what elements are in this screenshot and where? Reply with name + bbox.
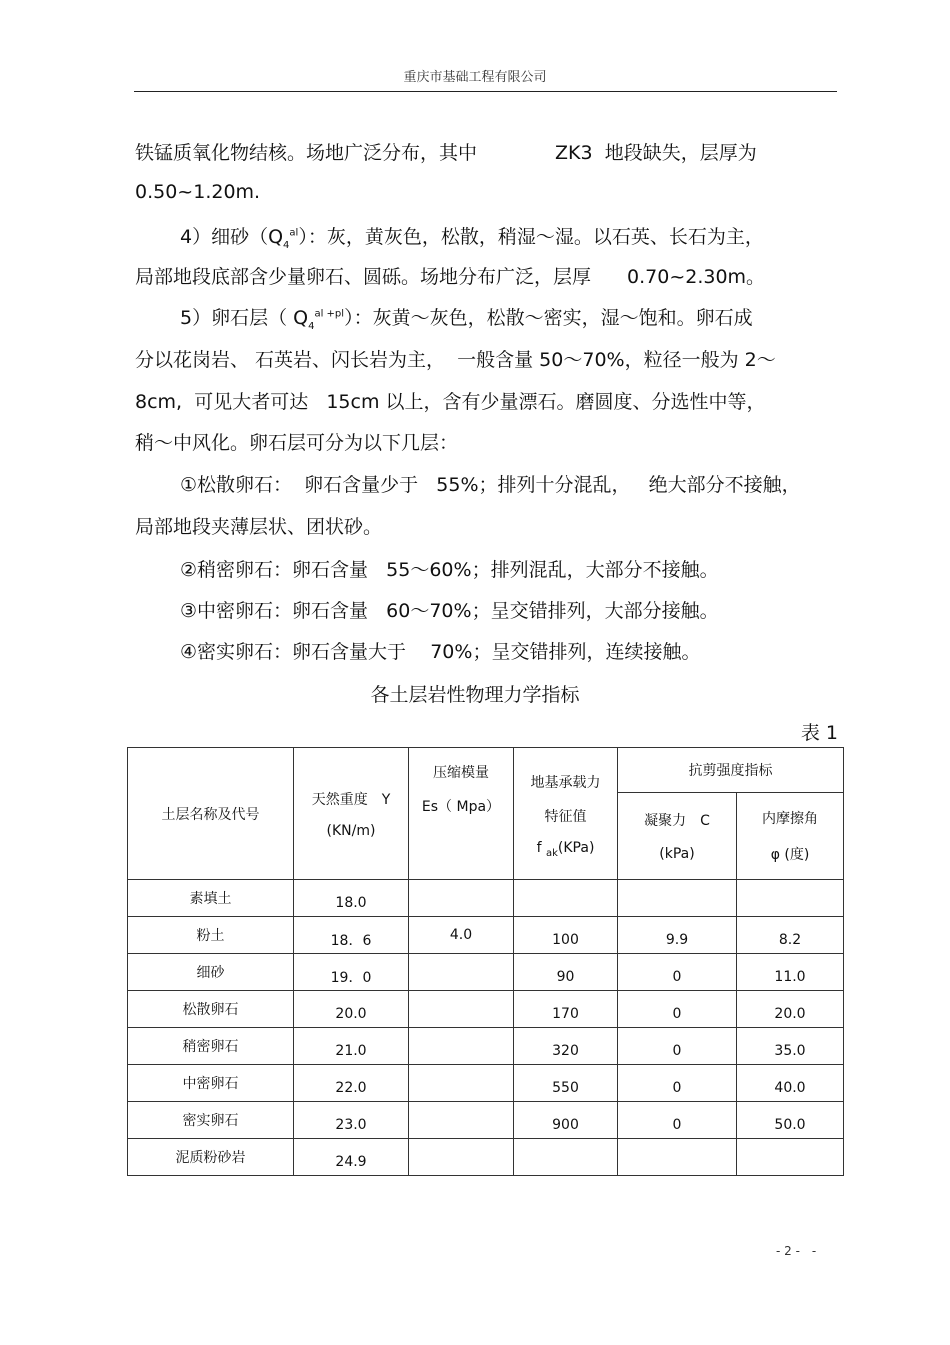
paragraph-line: 0.50~1.20m. [135, 181, 261, 203]
cell-name: 细砂 [128, 954, 294, 991]
text: 70%；呈交错排列，连续接触。 [430, 641, 701, 663]
value: 24.9 [335, 1154, 367, 1170]
value: 170 [552, 1006, 579, 1022]
paragraph-line [135, 387, 766, 414]
paragraph-line [135, 262, 765, 289]
cell-density [294, 880, 409, 917]
page-header: 重庆市基础工程有限公司 [403, 70, 547, 85]
cell-density [294, 1139, 409, 1176]
cell-modulus [409, 1102, 514, 1139]
subscript: 4 [283, 239, 290, 251]
text: 卵石含量少于 [304, 474, 419, 496]
value: 0 [672, 969, 682, 985]
text: 局部地段底部含少量卵石、圆砾。场地分布广泛，层厚 [135, 266, 592, 288]
value: 11.0 [774, 969, 806, 985]
cell-modulus [409, 1065, 514, 1102]
header-text: 压缩模量 [433, 765, 489, 781]
paragraph-line [180, 470, 801, 497]
cell-bearing [514, 1102, 618, 1139]
text: 15cm 以上，含有少量漂石。磨圆度、分选性中等， [326, 391, 766, 413]
text: 分以花岗岩、 石英岩、闪长岩为主， [135, 349, 446, 371]
value: 0 [672, 1006, 682, 1022]
value: 0 [672, 1080, 682, 1096]
table-row [128, 954, 844, 991]
text: 60～70%；呈交错排列，大部分接触。 [386, 600, 719, 622]
header-text: (KN/m) [326, 822, 376, 839]
cell-density [294, 1028, 409, 1065]
value: 18.0 [335, 895, 367, 911]
paragraph-line [180, 222, 764, 249]
cell-cohesion [618, 954, 737, 991]
value: 50.0 [774, 1117, 806, 1133]
table-row [128, 1028, 844, 1065]
value: 550 [552, 1080, 579, 1096]
header-text: 凝聚力 C [644, 813, 710, 829]
text: 铁锰质氧化物结核。场地广泛分布，其中 [135, 142, 478, 164]
cell-bearing [514, 917, 618, 954]
table-title: 各土层岩性物理力学指标 [370, 684, 580, 706]
cell-cohesion [618, 917, 737, 954]
text: 绝大部分不接触， [648, 474, 801, 496]
cell-bearing [514, 991, 618, 1028]
value: 35.0 [774, 1043, 806, 1059]
value: 20.0 [335, 1006, 367, 1022]
value: 320 [552, 1043, 579, 1059]
table-row [128, 1102, 844, 1139]
header-divider [134, 91, 837, 92]
table-row [128, 880, 844, 917]
paragraph-line [180, 637, 700, 664]
text: f [536, 839, 542, 856]
table-row [128, 1139, 844, 1176]
header-text: 内摩擦角 [762, 811, 818, 827]
cell-friction [737, 1065, 844, 1102]
paragraph-line: 稍～中风化。卵石层可分为以下几层： [135, 432, 459, 454]
cell-bearing [514, 1028, 618, 1065]
header-shear: 抗剪强度指标 [618, 748, 844, 793]
value: 8.2 [778, 932, 802, 948]
text: ③中密卵石：卵石含量 [180, 600, 369, 622]
cell-name: 中密卵石 [128, 1065, 294, 1102]
value: 0 [672, 1043, 682, 1059]
cell-bearing [514, 880, 618, 917]
page-number: - 2 - - [776, 1244, 817, 1258]
cell-density [294, 954, 409, 991]
cell-friction [737, 954, 844, 991]
cell-density [294, 1102, 409, 1139]
header-bearing [514, 748, 618, 880]
paragraph-line [180, 555, 719, 582]
header-cohesion [618, 793, 737, 880]
cell-bearing [514, 1139, 618, 1176]
text: ）：灰黄～灰色，松散～密实，湿～饱和。卵石成 [344, 307, 753, 329]
superscript: al [289, 227, 299, 239]
text: ZK3 [555, 142, 593, 164]
value: 22.0 [335, 1080, 367, 1096]
header-text [514, 839, 617, 859]
text: ①松散卵石： [180, 474, 293, 496]
cell-cohesion [618, 1102, 737, 1139]
cell-bearing [514, 1065, 618, 1102]
subscript: 4 [308, 320, 315, 332]
cell-density [294, 991, 409, 1028]
cell-cohesion [618, 1065, 737, 1102]
paragraph-line [180, 596, 719, 623]
header-text: 地基承载力 [530, 774, 601, 791]
paragraph-line [135, 138, 757, 165]
value: 20.0 [774, 1006, 806, 1022]
paragraph-line [180, 303, 753, 330]
value: 100 [552, 932, 579, 948]
text: 5）卵石层（ Q [180, 307, 309, 329]
cell-modulus [409, 1139, 514, 1176]
text: ④密实卵石：卵石含量大于 [180, 641, 407, 663]
header-text: 天然重度 Y [311, 791, 391, 808]
cell-modulus [409, 954, 514, 991]
cell-friction [737, 917, 844, 954]
header-text: φ (度) [770, 847, 810, 863]
header-text: Es（ Mpa） [421, 799, 501, 815]
value: 900 [552, 1117, 579, 1133]
value: 18．6 [330, 933, 372, 949]
cell-name: 素填土 [128, 880, 294, 917]
paragraph-line [135, 345, 776, 372]
text: 55%；排列十分混乱， [436, 474, 631, 496]
cell-density [294, 917, 409, 954]
header-modulus [409, 748, 514, 880]
text: 8cm, [135, 391, 183, 413]
text: 0.70~2.30m。 [627, 266, 766, 288]
text: 一般含量 50～70%，粒径一般为 2～ [457, 349, 776, 371]
table-row [128, 991, 844, 1028]
subscript: ak [545, 847, 558, 859]
text: (KPa) [557, 839, 595, 856]
header-text: 特征值 [544, 808, 587, 825]
cell-cohesion [618, 991, 737, 1028]
cell-friction [737, 1102, 844, 1139]
header-density [294, 748, 409, 880]
cell-cohesion [618, 1028, 737, 1065]
table-number: 表 1 [800, 722, 838, 744]
cell-modulus [409, 991, 514, 1028]
value: 21.0 [335, 1043, 367, 1059]
value: 4.0 [449, 927, 473, 943]
cell-friction [737, 880, 844, 917]
superscript: al +pl [314, 308, 345, 320]
cell-friction [737, 991, 844, 1028]
value: 90 [556, 969, 575, 985]
cell-cohesion [618, 880, 737, 917]
value: 40.0 [774, 1080, 806, 1096]
header-friction [737, 793, 844, 880]
value: 9.9 [665, 932, 689, 948]
text: 55～60%；排列混乱，大部分不接触。 [386, 559, 719, 581]
value: 0 [672, 1117, 682, 1133]
cell-density [294, 1065, 409, 1102]
text: 地段缺失，层厚为 [604, 142, 757, 164]
text: 4）细砂（Q [180, 226, 284, 248]
header-name: 土层名称及代号 [128, 748, 294, 880]
cell-cohesion [618, 1139, 737, 1176]
text: 可见大者可达 [194, 391, 309, 413]
cell-name: 稍密卵石 [128, 1028, 294, 1065]
table-row [128, 1065, 844, 1102]
cell-friction [737, 1028, 844, 1065]
value: 19．0 [330, 970, 372, 986]
cell-name: 泥质粉砂岩 [128, 1139, 294, 1176]
table-row [128, 917, 844, 954]
cell-name: 密实卵石 [128, 1102, 294, 1139]
cell-name: 松散卵石 [128, 991, 294, 1028]
cell-friction [737, 1139, 844, 1176]
cell-name: 粉土 [128, 917, 294, 954]
cell-modulus [409, 1028, 514, 1065]
value: 23.0 [335, 1117, 367, 1133]
cell-modulus [409, 880, 514, 917]
soil-properties-table [127, 747, 844, 1176]
text: ②稍密卵石：卵石含量 [180, 559, 369, 581]
cell-modulus [409, 917, 514, 954]
paragraph-line: 局部地段夹薄层状、团状砂。 [135, 516, 383, 538]
text: ）：灰，黄灰色，松散，稍湿～湿。以石英、长石为主， [298, 226, 764, 248]
cell-bearing [514, 954, 618, 991]
header-text: (kPa) [659, 846, 695, 862]
